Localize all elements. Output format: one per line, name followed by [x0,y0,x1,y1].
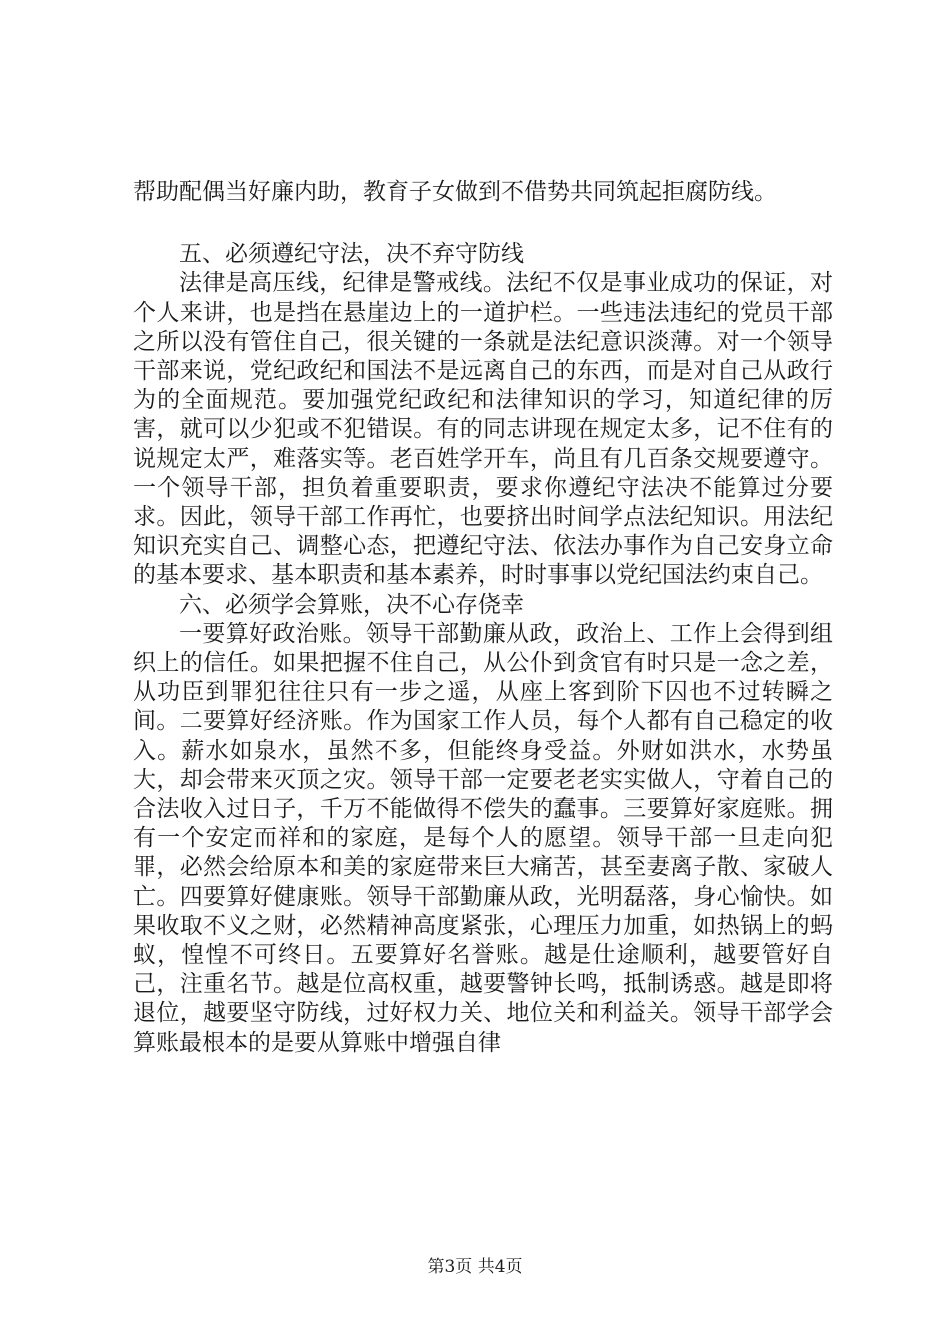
lead-line: 帮助配偶当好廉内助，教育子女做到不借势共同筑起拒腐防线。 [133,179,777,205]
section-5-body: 法律是高压线，纪律是警戒线。法纪不仅是事业成功的保证，对个人来讲，也是挡在悬崖边上的一道护栏。一些违法违纪的党员干部之所以没有管住自己，很关键的一条就是法纪意识淡薄。对一个领导干部来说，党纪政纪和国法不是远离自己的东西，而是对自己从政行为的全面规范。要加强党纪政纪和法律知识的学习，知道纪律的厉害，就可以少犯或不犯错误。有的同志讲现在规定太多，记不住有的说规定太严，难落实等。老百姓学开车，尚且有几百条交规要遵守。一个领导干部，担负着重要职责，要求你遵纪守法决不能算过分要求。因此，领导干部工作再忙，也要挤出时间学点法纪知识。用法纪知识充实自己、调整心态，把遵纪守法、依法办事作为自己安身立命的基本要求、基本职责和基本素养，时时事事以党纪国法约束自己。 [133,270,833,589]
page-footer [0,1252,950,1277]
section-5-heading: 五、必须遵纪守法，决不弃守防线 [179,241,524,268]
document-body [133,178,833,1058]
section-6-heading: 六、必须学会算账，决不心存侥幸 [179,591,524,618]
page-number-label: 第3页 共4页 [427,1257,523,1277]
section-6-body: 一要算好政治账。领导干部勤廉从政，政治上、工作上会得到组织上的信任。如果把握不住自己，从公仆到贪官有时只是一念之差，从功臣到罪犯往往只有一步之遥，从座上客到阶下囚也不过转瞬之间。二要算好经济账。作为国家工作人员，每个人都有自己稳定的收入。薪水如泉水，虽然不多，但能终身受益。外财如洪水，水势虽大，却会带来灭顶之灾。领导干部一定要老老实实做人，守着自己的合法收入过日子，千万不能做得不偿失的蠢事。三要算好家庭账。拥有一个安定而祥和的家庭，是每个人的愿望。领导干部一旦走向犯罪，必然会给原本和美的家庭带来巨大痛苦，甚至妻离子散、家破人亡。四要算好健康账。领导干部勤廉从政，光明磊落，身心愉快。如果收取不义之财，必然精神高度紧张，心理压力加重，如热锅上的蚂蚁，惶惶不可终日。五要算好名誉账。越是仕途顺利，越要管好自己，注重名节。越是位高权重，越要警钟长鸣，抵制诱惑。越是即将退位，越要坚守防线，过好权力关、地位关和利益关。领导干部学会算账最根本的是要从算账中增强自律 [133,620,833,1056]
